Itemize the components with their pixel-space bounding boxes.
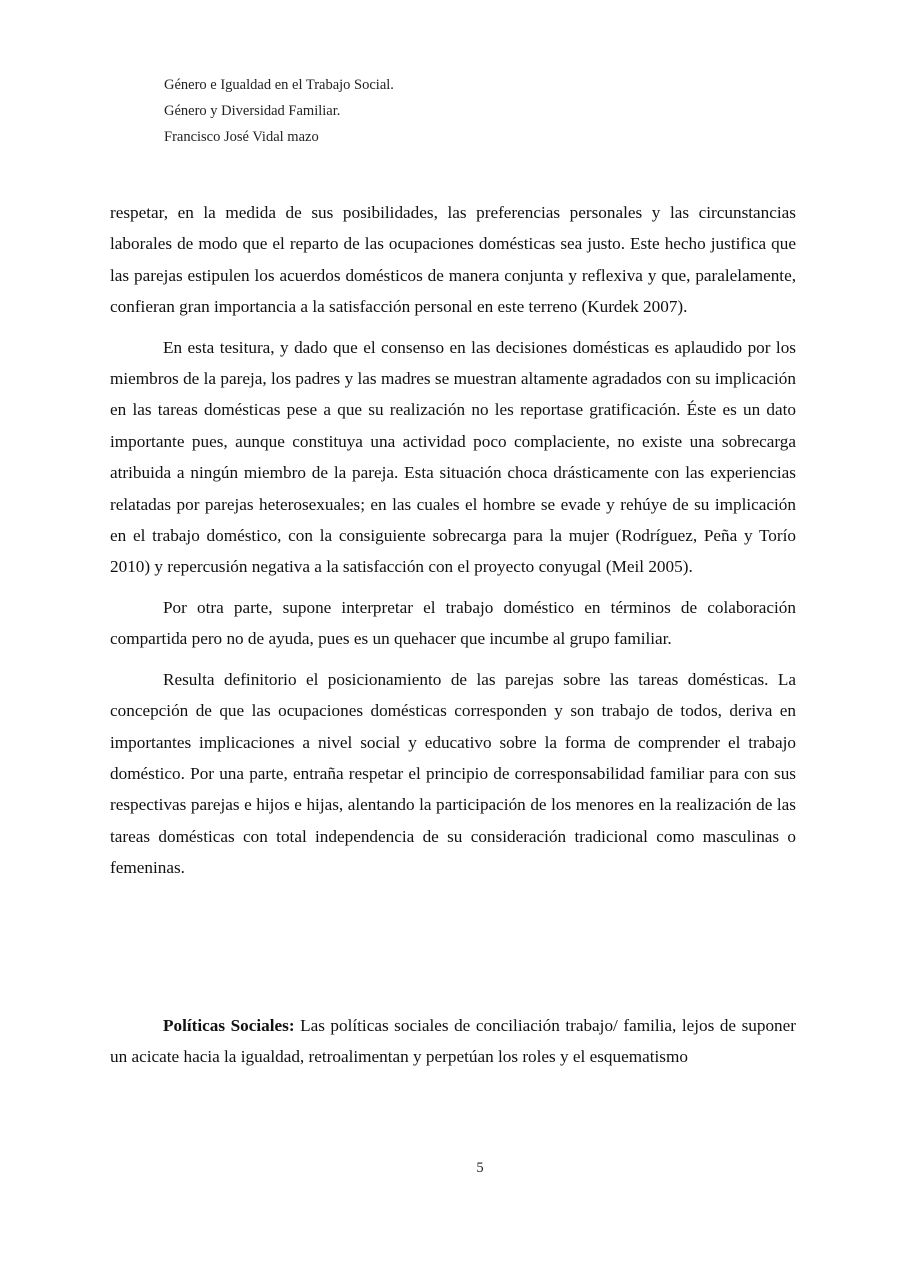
paragraph-continued: respetar, en la medida de sus posibilidades, las preferencias personales y las circunstancias laborales de modo que el reparto de las ocupaciones domésticas sea justo. Este hecho justifica que las parejas estipulen los acuerdos domésticos de manera conjunta y reflexiva y que, paralelamente, confieran gran importancia a la satisfacción personal en este terreno (Kurdek 2007). (110, 203, 796, 317)
page-number: 5 (476, 1160, 484, 1176)
header-subject-title: Género y Diversidad Familiar. (164, 103, 341, 119)
paragraph-social-policies (110, 1010, 796, 1073)
header-course-title: Género e Igualdad en el Trabajo Social. (164, 77, 394, 93)
paragraph-positioning: Resulta definitorio el posicionamiento de las parejas sobre las tareas domésticas. La concepción de que las ocupaciones domésticas corresponden y son trabajo de todos, deriva en importantes implicaciones a nivel social y educativo sobre la forma de comprender el trabajo doméstico. Por una parte, entraña respetar el principio de corresponsabilidad familiar para con sus respectivas parejas e hijos e hijas, alentando la participación de los menores en la realización de las tareas domésticas con total independencia de su consideración tradicional como masculinas o femeninas. (110, 669, 796, 878)
social-policies-text: Las políticas sociales de conciliación trabajo/ familia, lejos de suponer un acicate hacia la igualdad, retroalimentan y perpetúan los roles y el esquematismo (110, 1016, 796, 1067)
header-author: Francisco José Vidal mazo (164, 129, 319, 145)
paragraph-consensus: En esta tesitura, y dado que el consenso en las decisiones domésticas es aplaudido por los miembros de la pareja, los padres y las madres se muestran altamente agradados con su implicación en las tareas domésticas pese a que su realización no les reportase gratificación. Éste es un dato importante pues, aunque constituya una actividad poco complaciente, no existe una sobrecarga atribuida a ningún miembro de la pareja. Esta situación choca drásticamente con las experiencias relatadas por parejas heterosexuales; en las cuales el hombre se evade y rehúye de su implicación en el trabajo doméstico, con la consiguiente sobrecarga para la mujer (Rodríguez, Peña y Torío 2010) y repercusión negativa a la satisfacción con el proyecto conyugal (Meil 2005). (110, 337, 796, 577)
body-text (110, 197, 796, 893)
running-header (164, 72, 394, 150)
social-policies-heading: Políticas Sociales: (163, 1016, 295, 1035)
paragraph-collaboration: Por otra parte, supone interpretar el trabajo doméstico en términos de colaboración compartida pero no de ayuda, pues es un quehacer que incumbe al grupo familiar. (110, 597, 796, 649)
